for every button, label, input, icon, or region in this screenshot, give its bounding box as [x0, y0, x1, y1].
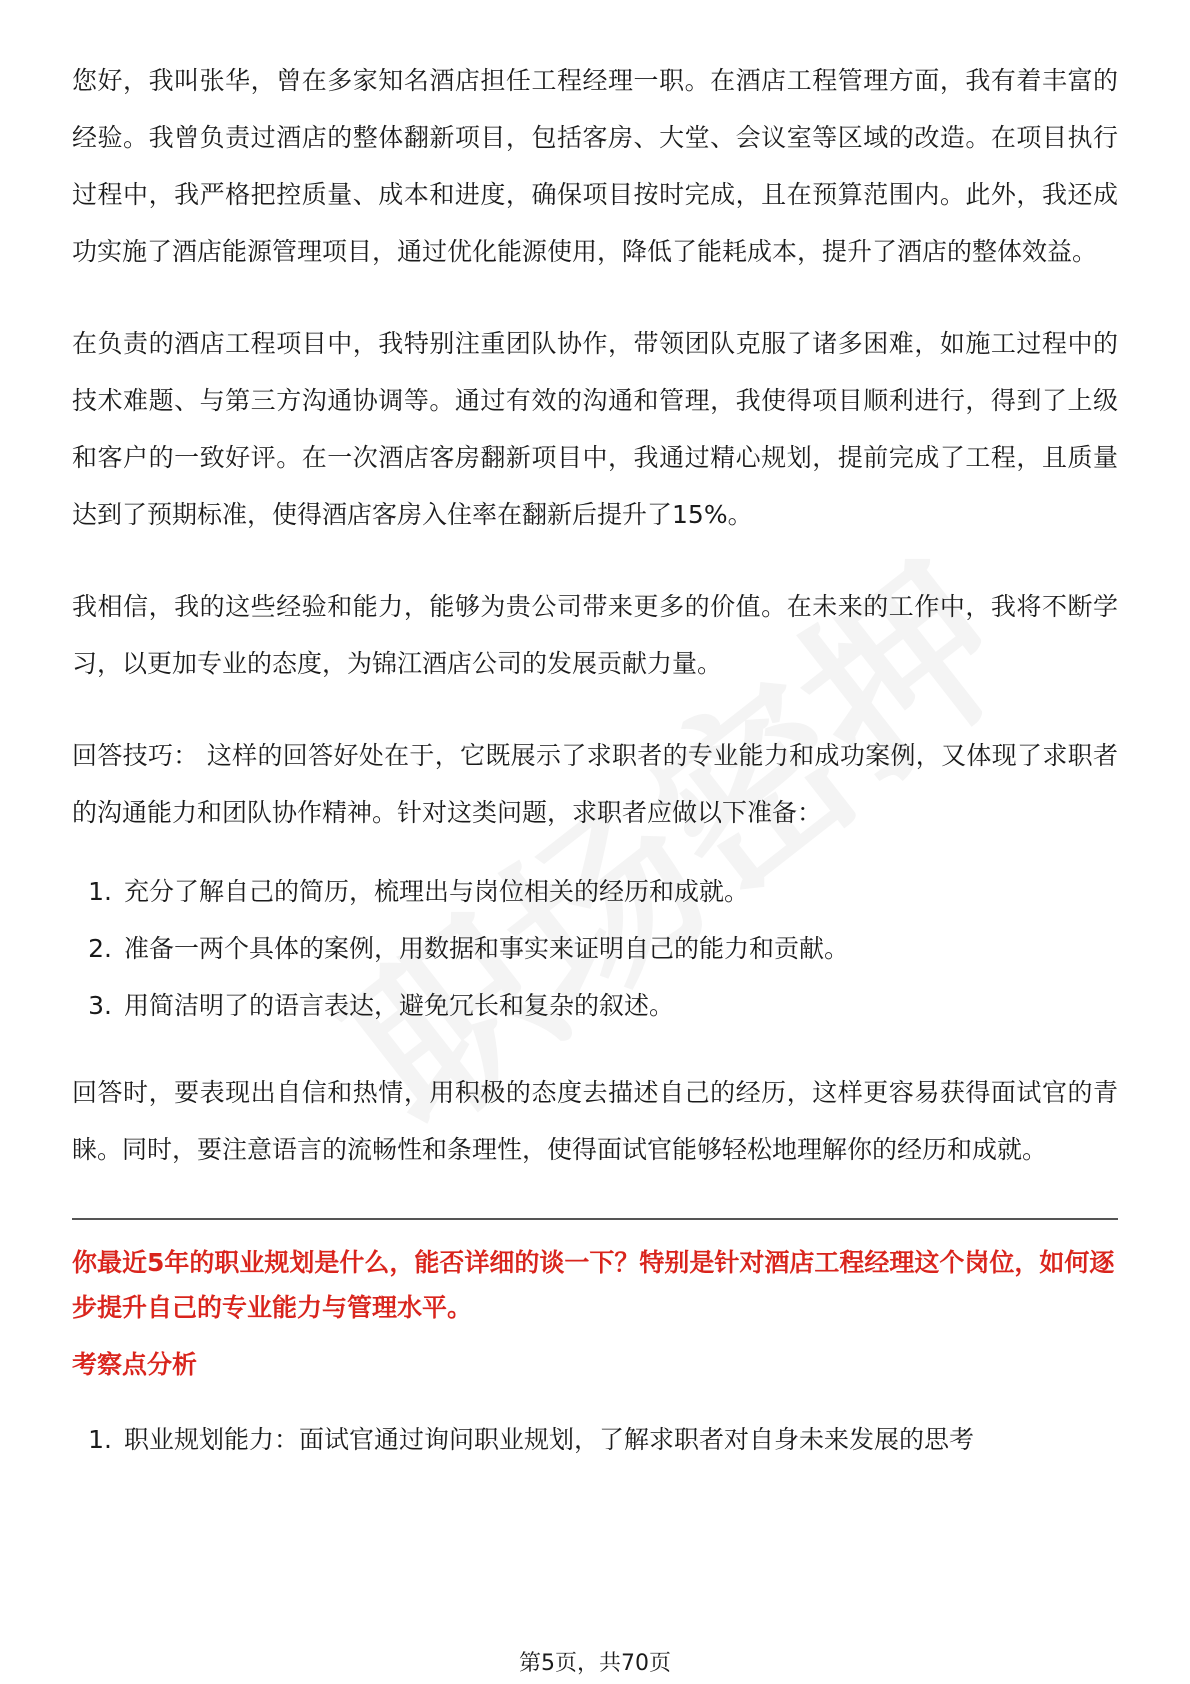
list-item	[72, 977, 1118, 1034]
list-item-text: 职业规划能力：面试官通过询问职业规划，了解求职者对自身未来发展的思考	[124, 1425, 975, 1454]
list-item	[72, 863, 1118, 920]
list-item-number: 1.	[88, 1425, 112, 1454]
page-footer: 第5页，共70页	[519, 1651, 671, 1676]
section-divider	[72, 1218, 1118, 1220]
list-item	[72, 1411, 1118, 1468]
document-page	[72, 52, 1118, 1498]
tips-list	[72, 863, 1118, 1034]
list-item-number: 3.	[88, 991, 112, 1020]
paragraph-closing: 回答时，要表现出自信和热情，用积极的态度去描述自己的经历，这样更容易获得面试官的青睐。同时，要注意语言的流畅性和条理性，使得面试官能够轻松地理解你的经历和成就。	[72, 1078, 1118, 1164]
list-item-number: 2.	[88, 934, 112, 963]
paragraph-intro: 您好，我叫张华，曾在多家知名酒店担任工程经理一职。在酒店工程管理方面，我有着丰富的经验。我曾负责过酒店的整体翻新项目，包括客房、大堂、会议室等区域的改造。在项目执行过程中，我严格把控质量、成本和进度，确保项目按时完成，且在预算范围内。此外，我还成功实施了酒店能源管理项目，通过优化能源使用，降低了能耗成本，提升了酒店的整体效益。	[72, 66, 1118, 266]
list-item-number: 1.	[88, 877, 112, 906]
list-item	[72, 920, 1118, 977]
paragraph-tips-intro: 回答技巧： 这样的回答好处在于，它既展示了求职者的专业能力和成功案例，又体现了求职者的沟通能力和团队协作精神。针对这类问题，求职者应做以下准备：	[72, 741, 1118, 827]
analysis-list	[72, 1411, 1118, 1468]
paragraph-value: 我相信，我的这些经验和能力，能够为贵公司带来更多的价值。在未来的工作中，我将不断学习，以更加专业的态度，为锦江酒店公司的发展贡献力量。	[72, 592, 1118, 678]
list-item-text: 用简洁明了的语言表达，避免冗长和复杂的叙述。	[124, 991, 675, 1020]
paragraph-teamwork: 在负责的酒店工程项目中，我特别注重团队协作，带领团队克服了诸多困难，如施工过程中的技术难题、与第三方沟通协调等。通过有效的沟通和管理，我使得项目顺利进行，得到了上级和客户的一致好评。在一次酒店客房翻新项目中，我通过精心规划，提前完成了工程，且质量达到了预期标准，使得酒店客房入住率在翻新后提升了15%。	[72, 329, 1118, 529]
interview-question: 你最近5年的职业规划是什么，能否详细的谈一下？特别是针对酒店工程经理这个岗位，如何逐步提升自己的专业能力与管理水平。	[72, 1248, 1115, 1322]
list-item-text: 充分了解自己的简历，梳理出与岗位相关的经历和成就。	[124, 877, 750, 906]
list-item-text: 准备一两个具体的案例，用数据和事实来证明自己的能力和贡献。	[124, 934, 850, 963]
section-title: 考察点分析	[72, 1350, 198, 1379]
